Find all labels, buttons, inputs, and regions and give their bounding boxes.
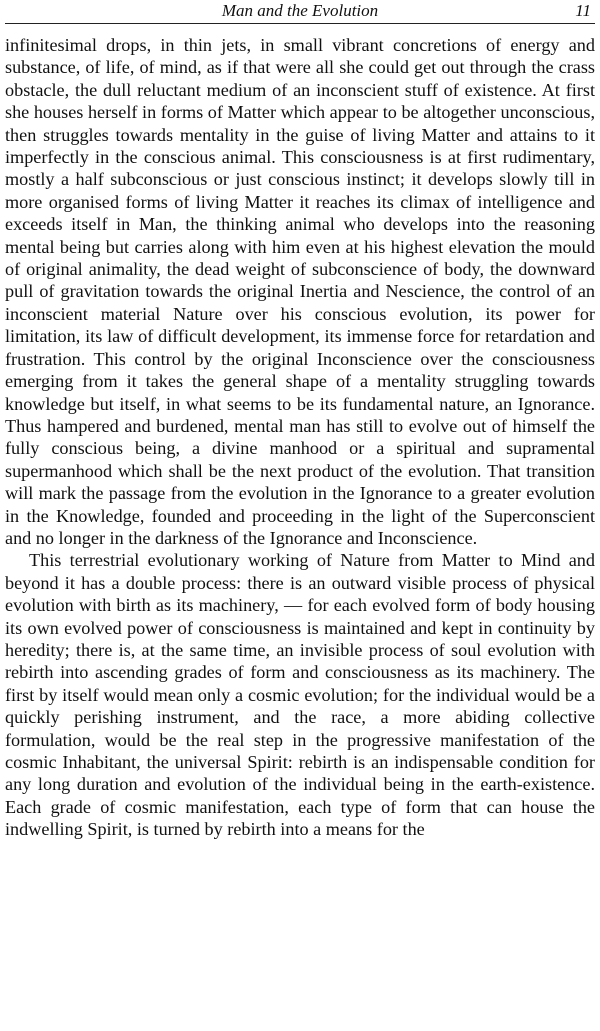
running-title: Man and the Evolution: [221, 1, 379, 20]
paragraph-evolutionary-process: This terrestrial evolutionary working of Nature from Matter to Mind and beyond it has a double process: there is an outward visible process of physical evolution with birth as its machinery, — for each evolved form of body housing its own evolved power of consciousness is maintained and kept in continuity by heredity; there is, at the same time, an invisible process of soul evolution with rebirth into ascending grades of form and consciousness as its machinery. The first by itself would mean only a cosmic evolution; for the individual would be a quickly perishing instrument, and the race, a more abiding collective formulation, would be the real step in the progressive manifestation of the cosmic Inhabitant, the universal Spirit: rebirth is an indispensable condition for any long duration and evolution of the individual being in the earth-existence. Each grade of cosmic manifestation, each type of form that can house the indwelling Spirit, is turned by rebirth into a means for the: [5, 550, 595, 840]
running-header: [5, 0, 595, 24]
page-number: 11: [575, 1, 591, 20]
paragraph-continued: infinitesimal drops, in thin jets, in small vibrant concretions of energy and substance, of life, of mind, as if that were all she could get out through the crass obstacle, the dull reluctant medium of an inconscient stuff of existence. At first she houses herself in forms of Matter which appear to be altogether unconscious, then struggles towards mentality in the guise of living Matter and attains to it imperfectly in the conscious animal. This consciousness is at first rudimentary, mostly a half subconscious or just conscious instinct; it develops slowly till in more organised forms of living Matter it reaches its climax of intelligence and exceeds itself in Man, the thinking animal who develops into the reasoning mental being but carries along with him even at his highest elevation the mould of original animality, the dead weight of subconscience of body, the downward pull of gravitation towards the original Inertia and Nescience, the control of an inconscient material Nature over his conscious evolution, its power for limitation, its law of difficult development, its immense force for retardation and frustration. This control by the original Inconscience over the consciousness emerging from it takes the general shape of a mentality struggling towards knowledge but itself, in what seems to be its fundamental nature, an Ignorance. Thus hampered and burdened, mental man has still to evolve out of himself the fully conscious being, a divine manhood or a spiritual and supramental supermanhood which shall be the next product of the evolution. That transition will mark the passage from the evolution in the Ignorance to a greater evolution in the Knowledge, founded and proceeding in the light of the Superconscient and no longer in the darkness of the Ignorance and Inconscience.: [5, 35, 595, 548]
body-text: [5, 34, 595, 841]
